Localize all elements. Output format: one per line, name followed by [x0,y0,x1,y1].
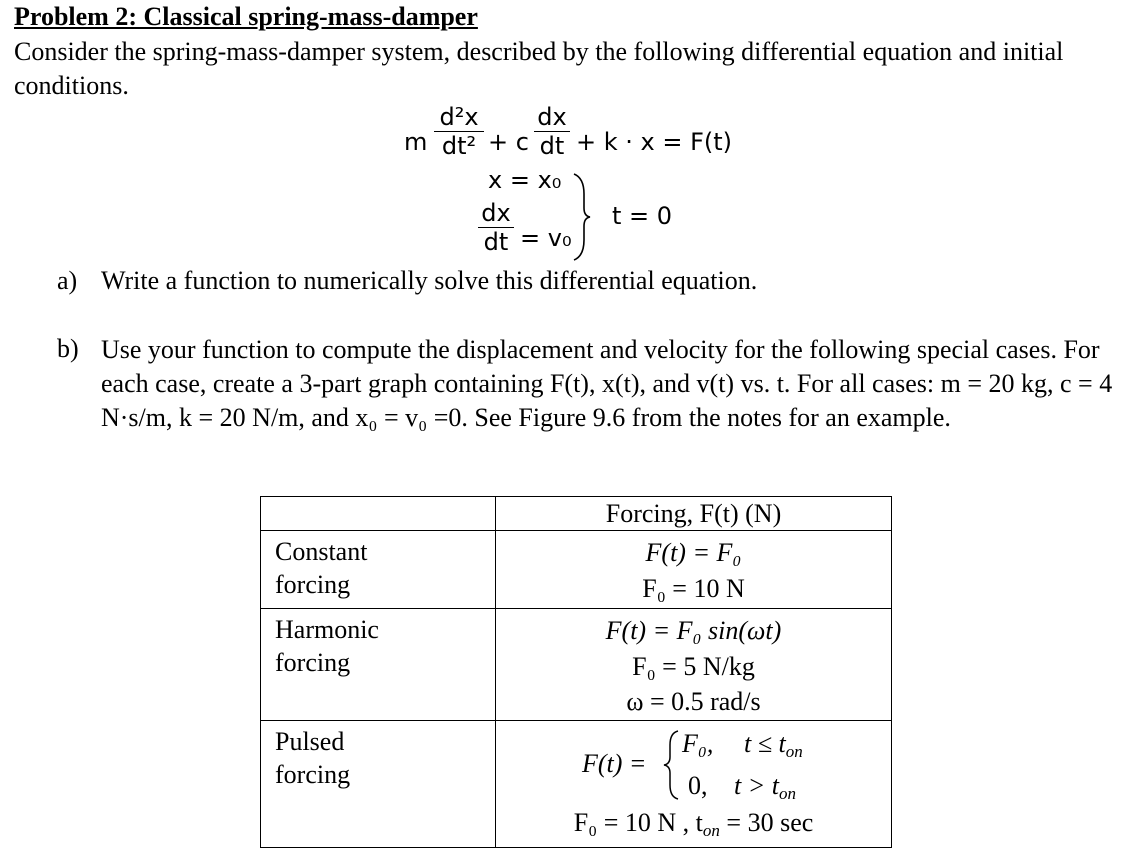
part-b-text: Use your function to compute the displacement and velocity for the following special cases. For each case, create a 3-part graph containing F(t), x(t), and v(t) vs. t. For all cases: m = 20 kg, c = 4 N·s/m, k = 20 N/m, and x₀ = v₀ =0. See Figure 9.6 from the notes for an example. [101,335,1113,432]
piecewise-case1-value: F₀, [682,729,714,758]
forcing-cell [496,531,892,609]
case-name-line1: Harmonic [275,615,379,644]
case-name-line1: Constant [275,537,368,566]
part-b-label: b) [57,334,79,363]
case-name-line2: forcing [275,648,351,677]
case-name-line2: forcing [275,760,351,789]
eq-dx: dx [537,103,567,131]
pulse-params: F₀ = 10 N , $t_{on} = 30$ sec [573,808,814,840]
intro-paragraph: Consider the spring-mass-damper system, described by the following differential equation and initial conditions. [14,37,1064,100]
ic-dx: dx [481,199,511,227]
piecewise-case2-value: 0, [688,771,708,800]
forcing-cell [496,609,892,721]
header-empty-cell [261,497,496,531]
forcing-cases-table [260,496,892,848]
piecewise-case1-condition: $t \le t_{on}$ [744,729,803,761]
case-name-cell [261,721,496,848]
ic-velocity: = v₀ [520,224,572,252]
table-row [261,721,892,848]
ic-position: x = x₀ [488,166,562,194]
forcing-param: F₀ = 10 N [642,574,745,603]
piecewise-case2-condition: $t > t_{on}$ [734,771,796,803]
ic-dt: dt [483,228,509,256]
eq-rhs: + k · x = F(t) [576,128,733,156]
eq-dt2: dt² [441,132,477,160]
forcing-param: ω = 0.5 rad/s [626,687,761,716]
case-name-line1: Pulsed [275,727,345,756]
forcing-equation: F(t) = F₀ [645,538,742,567]
case-name-cell [261,531,496,609]
table-row [261,531,892,609]
ic-brace [570,172,594,262]
eq-first-derivative [534,104,570,159]
problem-title: Problem 2: Classical spring-mass-damper [14,2,478,31]
piecewise-brace [662,729,682,801]
case-name-cell [261,609,496,721]
ic-velocity-derivative [478,200,514,255]
case-name-line2: forcing [275,570,351,599]
forcing-equation: F(t) = F₀ sin(ωt) [605,616,782,645]
eq-plus-c: + c [488,128,529,156]
table-header-row [261,497,892,531]
eq-second-derivative [434,104,484,159]
table-row [261,609,892,721]
ic-time: t = 0 [612,202,673,230]
eq-dt: dt [539,132,565,160]
header-forcing: Forcing, F(t) (N) [496,497,892,531]
piecewise-function [496,721,891,807]
forcing-cell [496,721,892,848]
piecewise-lhs: F(t) = [582,749,647,778]
forcing-param: F₀ = 5 N/kg [632,652,755,681]
part-a-text: Write a function to numerically solve this differential equation. [101,266,758,295]
part-a-label: a) [57,266,78,295]
eq-mass: m [404,128,428,156]
eq-d2x: d²x [439,103,479,131]
